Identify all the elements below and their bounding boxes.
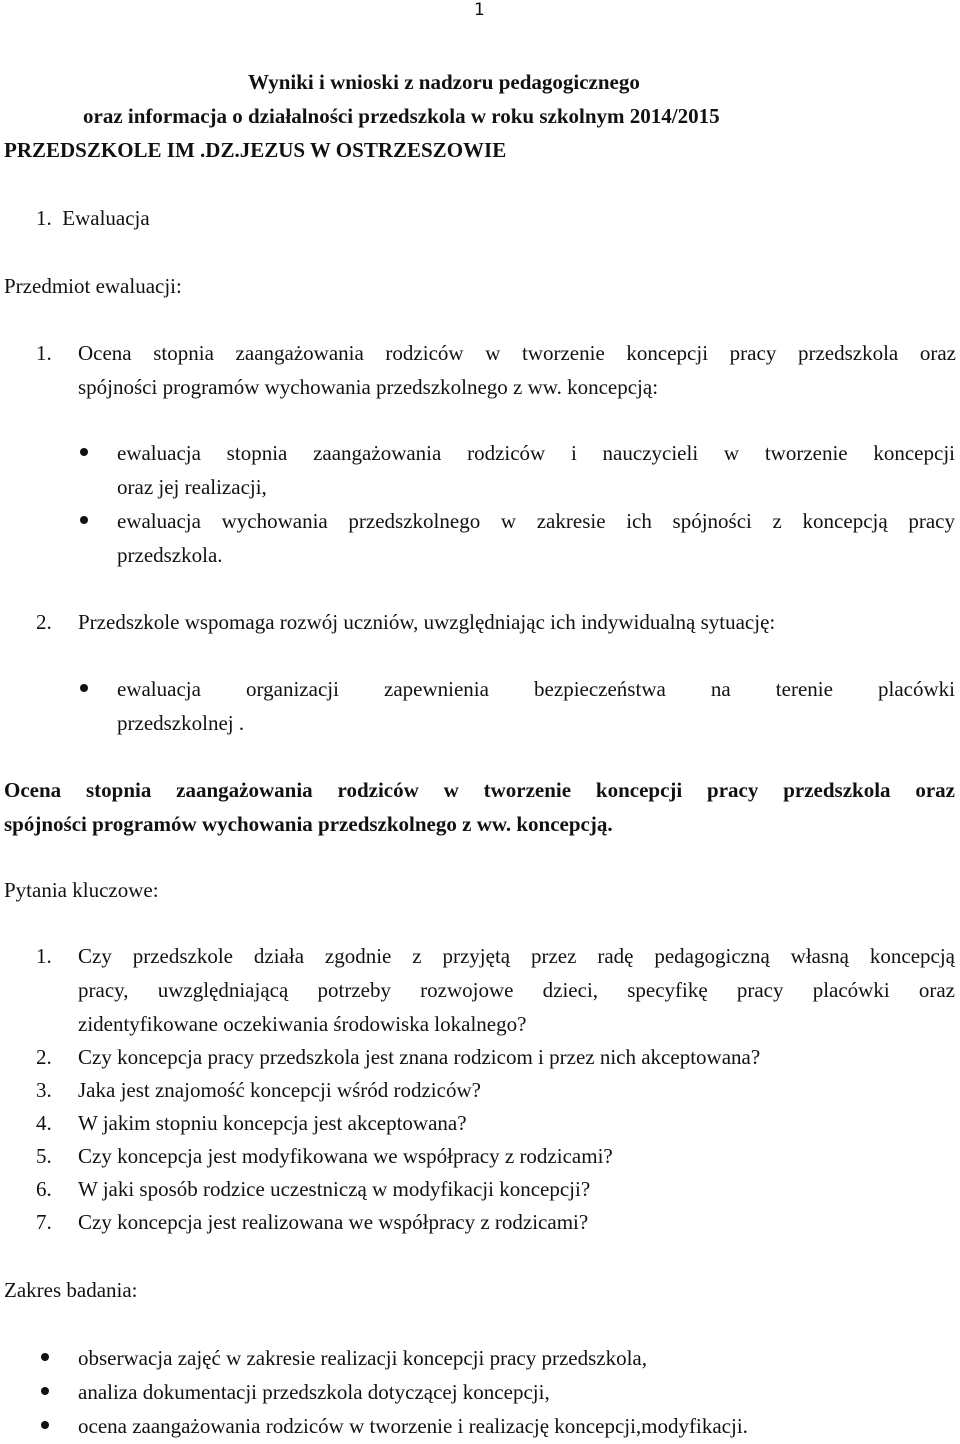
item-1-line-1: Ocena stopnia zaangażowania rodziców w tworzenie koncepcji pracy przedszkola oraz <box>78 341 956 365</box>
section-heading: 1. Ewaluacja <box>36 206 150 230</box>
bullet-2-line-1: ewaluacja wychowania przedszkolnego w zakresie ich spójności z koncepcją pracy <box>117 509 955 533</box>
scope-item-1: obserwacja zajęć w zakresie realizacji koncepcji pracy przedszkola, <box>78 1346 647 1370</box>
bullet-1-line-1: ewaluacja stopnia zaangażowania rodziców i nauczycieli w tworzenie koncepcji <box>117 441 955 465</box>
bullet-icon <box>80 448 88 456</box>
bullet-icon <box>80 684 88 692</box>
bullet-icon <box>80 516 88 524</box>
question-1-number: 1. <box>36 944 52 968</box>
bullet-icon <box>41 1421 49 1429</box>
question-4-text: W jakim stopniu koncepcja jest akceptowana? <box>78 1111 467 1135</box>
bullet-3-line-1: ewaluacja organizacji zapewnienia bezpieczeństwa na terenie placówki <box>117 677 955 701</box>
key-questions-heading: Pytania kluczowe: <box>4 878 159 902</box>
question-2-number: 2. <box>36 1045 52 1069</box>
question-3-number: 3. <box>36 1078 52 1102</box>
question-1-line-2: pracy, uwzględniającą potrzeby rozwojowe dzieci, specyfikę pracy placówki oraz <box>78 978 955 1002</box>
question-3-text: Jaka jest znajomość koncepcji wśród rodziców? <box>78 1078 481 1102</box>
scope-item-2: analiza dokumentacji przedszkola dotyczącej koncepcji, <box>78 1380 550 1404</box>
evaluation-heading-line-1: Ocena stopnia zaangażowania rodziców w tworzenie koncepcji pracy przedszkola oraz <box>4 778 955 802</box>
title-line-3: PRZEDSZKOLE IM .DZ.JEZUS W OSTRZESZOWIE <box>4 138 507 162</box>
question-5-text: Czy koncepcja jest modyfikowana we współpracy z rodzicami? <box>78 1144 613 1168</box>
question-4-number: 4. <box>36 1111 52 1135</box>
title-line-2: oraz informacja o działalności przedszkola w roku szkolnym 2014/2015 <box>83 104 720 128</box>
item-2-text: Przedszkole wspomaga rozwój uczniów, uwzględniając ich indywidualną sytuację: <box>78 610 776 634</box>
question-5-number: 5. <box>36 1144 52 1168</box>
item-1-line-2: spójności programów wychowania przedszkolnego z ww. koncepcją: <box>78 375 659 399</box>
bullet-3-line-2: przedszkolnej . <box>117 711 245 735</box>
page-number: 1 <box>474 0 485 20</box>
bullet-icon <box>41 1353 49 1361</box>
item-2-number: 2. <box>36 610 52 634</box>
title-line-1: Wyniki i wnioski z nadzoru pedagogicznego <box>248 70 640 94</box>
evaluation-heading-line-2: spójności programów wychowania przedszkolnego z ww. koncepcją. <box>4 812 613 836</box>
bullet-1-line-2: oraz jej realizacji, <box>117 475 267 499</box>
question-7-text: Czy koncepcja jest realizowana we współpracy z rodzicami? <box>78 1210 589 1234</box>
question-1-line-3: zidentyfikowane oczekiwania środowiska lokalnego? <box>78 1012 527 1036</box>
question-6-text: W jaki sposób rodzice uczestniczą w modyfikacji koncepcji? <box>78 1177 591 1201</box>
bullet-2-line-2: przedszkola. <box>117 543 223 567</box>
scope-item-3: ocena zaangażowania rodziców w tworzenie i realizację koncepcji,modyfikacji. <box>78 1414 748 1438</box>
question-1-line-1: Czy przedszkole działa zgodnie z przyjętą przez radę pedagogiczną własną koncepcją <box>78 944 955 968</box>
bullet-icon <box>41 1387 49 1395</box>
question-6-number: 6. <box>36 1177 52 1201</box>
subject-label: Przedmiot ewaluacji: <box>4 274 182 298</box>
question-2-text: Czy koncepcja pracy przedszkola jest znana rodzicom i przez nich akceptowana? <box>78 1045 761 1069</box>
question-7-number: 7. <box>36 1210 52 1234</box>
item-1-number: 1. <box>36 341 52 365</box>
research-scope-heading: Zakres badania: <box>4 1278 138 1302</box>
